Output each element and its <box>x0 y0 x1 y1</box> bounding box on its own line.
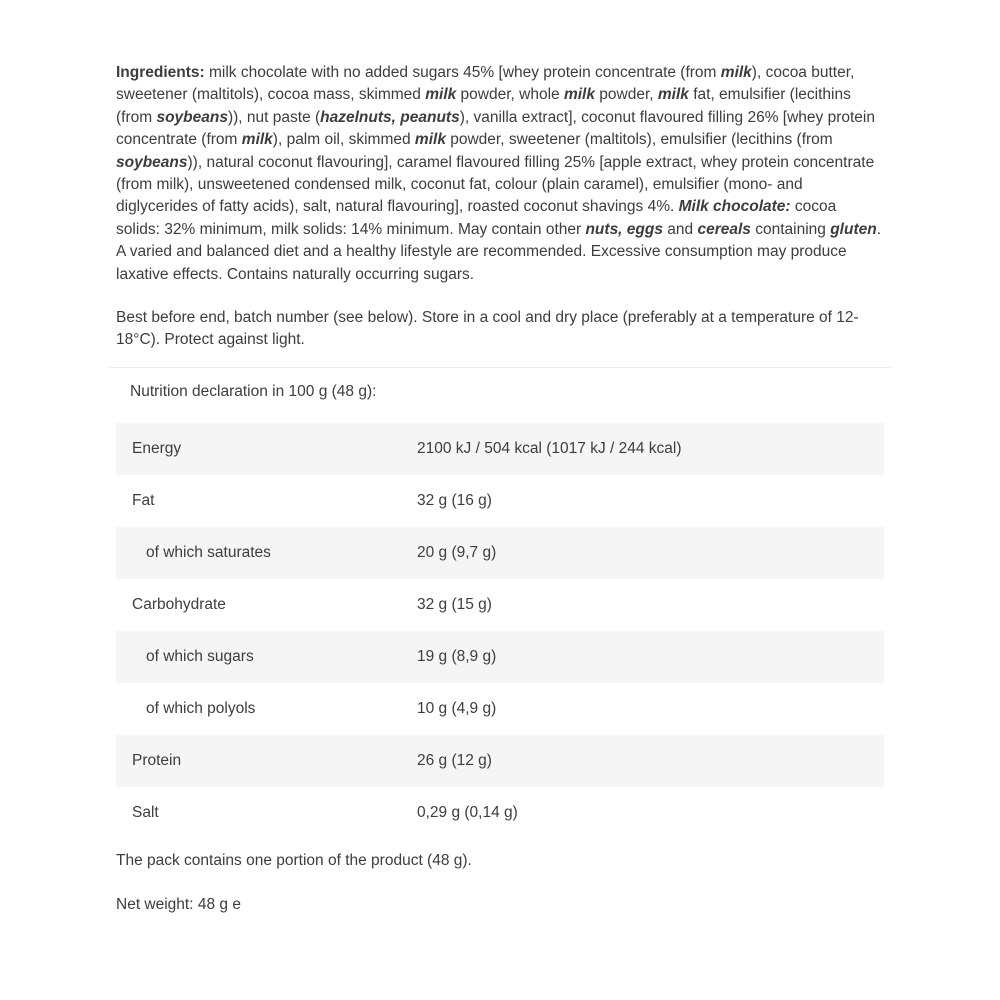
ingredient-text: ), vanilla extract], coconut flavoured filling 26% [whey protein concentrate (from <box>116 108 875 149</box>
nutrient-value: 19 g (8,9 g) <box>417 647 497 665</box>
ingredient-text: )), natural coconut flavouring], caramel flavoured filling 25% [apple extract, whey protein concentrate (from milk), unsweetened condensed milk, coconut fat, colour (plain caramel), emulsifier (mono- and diglycerides of fatty acids), salt, natural flavouring], roasted coconut shavings 4%. <box>116 153 875 216</box>
ingredient-emphasis: milk <box>241 131 273 149</box>
ingredient-text: powder, sweetener (maltitols), emulsifier (lecithins (from <box>445 131 833 149</box>
nutrient-value: 32 g (16 g) <box>417 491 492 509</box>
ingredient-text: )), nut paste ( <box>227 108 321 126</box>
ingredient-text: fat, emulsifier (lecithins (from <box>116 86 851 126</box>
nutrition-row <box>116 787 884 839</box>
ingredient-emphasis: soybeans <box>156 108 228 126</box>
ingredient-text: and <box>662 220 698 238</box>
ingredient-emphasis: nuts, eggs <box>585 220 663 238</box>
ingredient-text: . A varied and balanced diet and a healthy lifestyle are recommended. Excessive consumption may produce laxative effects. Contains naturally occurring sugars. <box>116 220 882 283</box>
nutrient-label: Fat <box>132 491 155 509</box>
nutrition-row <box>116 631 884 683</box>
ingredient-emphasis: milk <box>563 86 595 104</box>
nutrient-label: Salt <box>132 803 159 821</box>
ingredient-emphasis: milk <box>425 86 457 104</box>
nutrient-value: 32 g (15 g) <box>417 595 492 613</box>
pack-portion-note: The pack contains one portion of the product (48 g). <box>116 851 472 869</box>
nutrient-label: Energy <box>132 439 182 457</box>
nutrient-value: 10 g (4,9 g) <box>417 699 497 717</box>
nutrient-label: of which polyols <box>146 699 256 717</box>
nutrient-label: Carbohydrate <box>132 595 226 613</box>
ingredient-text: powder, <box>594 86 658 104</box>
ingredient-text: ), palm oil, skimmed <box>272 131 415 149</box>
ingredient-emphasis: soybeans <box>116 153 188 171</box>
nutrient-value: 26 g (12 g) <box>417 751 492 769</box>
ingredient-text: cocoa solids: 32% minimum, milk solids: 14% minimum. May contain other <box>116 198 837 238</box>
ingredient-emphasis: milk <box>720 64 752 81</box>
ingredient-text: ), cocoa butter, sweetener (maltitols), cocoa mass, skimmed <box>116 64 855 104</box>
ingredient-text: milk chocolate with no added sugars 45% [whey protein concentrate (from <box>204 64 721 81</box>
nutrition-row <box>116 735 884 787</box>
nutrition-row <box>116 475 884 527</box>
nutrient-value: 2100 kJ / 504 kcal (1017 kJ / 244 kcal) <box>417 439 682 457</box>
net-weight: Net weight: 48 g e <box>116 896 241 914</box>
nutrition-table <box>116 423 884 839</box>
storage-instructions: Best before end, batch number (see below). Store in a cool and dry place (preferably at a temperature of 12-18°C). Protect against light. <box>116 309 859 349</box>
ingredient-emphasis: milk <box>657 86 689 104</box>
nutrient-label: of which sugars <box>146 647 254 665</box>
ingredient-emphasis: gluten <box>830 220 877 238</box>
nutrient-label: of which saturates <box>146 543 271 561</box>
nutrition-row <box>116 683 884 735</box>
nutrition-declaration-heading: Nutrition declaration in 100 g (48 g): <box>130 382 377 400</box>
ingredient-emphasis: Milk chocolate: <box>678 198 791 216</box>
nutrition-row <box>116 527 884 579</box>
ingredient-text: powder, whole <box>456 86 564 104</box>
ingredient-emphasis: hazelnuts, peanuts <box>320 108 460 126</box>
nutrition-row <box>116 423 884 475</box>
ingredient-emphasis: milk <box>414 131 446 149</box>
nutrient-value: 0,29 g (0,14 g) <box>417 803 518 821</box>
ingredient-text: containing <box>750 220 831 238</box>
nutrient-value: 20 g (9,7 g) <box>417 543 497 561</box>
ingredient-emphasis: cereals <box>697 220 751 238</box>
nutrition-row <box>116 579 884 631</box>
section-divider <box>109 367 891 368</box>
nutrient-label: Protein <box>132 751 182 769</box>
ingredients-paragraph <box>116 62 884 286</box>
ingredient-emphasis: Ingredients: <box>116 64 205 81</box>
